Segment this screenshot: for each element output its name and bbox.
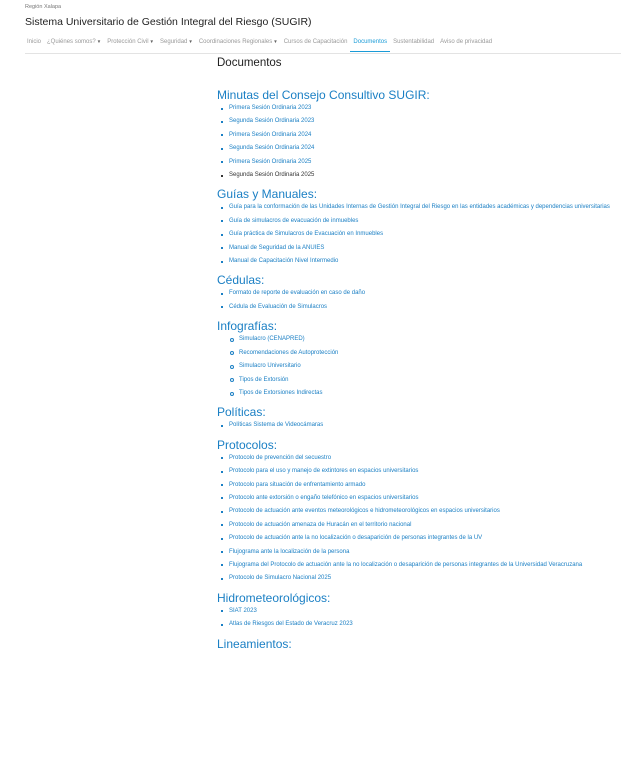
infografias-list — [217, 333, 627, 400]
list-item — [217, 169, 627, 182]
list-item — [217, 605, 627, 618]
document-link[interactable]: Protocolo de actuación ante la no localización o desaparición de personas integrantes de la UV — [229, 535, 483, 542]
region-label: Región Xalapa — [25, 4, 62, 10]
protocolos-list — [217, 452, 627, 586]
list-item — [217, 452, 627, 465]
nav-item-label: Documentos — [353, 39, 388, 45]
section-title-politicas: Políticas: — [217, 405, 266, 420]
section-title-lineamientos: Lineamientos: — [217, 636, 292, 651]
document-link[interactable]: Segunda Sesión Ordinaria 2024 — [229, 145, 315, 152]
list-item — [217, 618, 627, 631]
nav-item-sustentabilidad[interactable] — [390, 38, 437, 51]
caret-down-icon: ▼ — [188, 39, 193, 44]
list-item — [217, 374, 627, 387]
minutas-list — [217, 102, 627, 182]
document-link[interactable]: Flujograma del Protocolo de actuación ante la no localización o desaparición de personas integrantes de la Universidad Veracruzana — [229, 561, 583, 568]
main-content — [217, 57, 627, 651]
document-link[interactable]: Guía práctica de Simulacros de Evacuación en Inmuebles — [229, 231, 384, 238]
document-link[interactable]: Protocolo de Simulacro Nacional 2025 — [229, 575, 332, 582]
document-link[interactable]: SIAT 2023 — [229, 607, 257, 614]
nav-item-inicio[interactable] — [24, 38, 44, 51]
document-link[interactable]: Simulacro Universitario — [239, 363, 301, 370]
list-item — [217, 347, 627, 360]
nav-item-label: Sustentabilidad — [393, 39, 435, 45]
list-item — [217, 301, 627, 314]
list-item — [217, 387, 627, 400]
list-item — [217, 129, 627, 142]
document-link[interactable]: Protocolo ante extorsión o engaño telefónico en espacios universitarios — [229, 494, 419, 501]
nav-item-label: Coordinaciones Regionales — [198, 39, 273, 45]
section-title-protocolos: Protocolos: — [217, 437, 278, 452]
list-item — [217, 102, 627, 115]
cedulas-list — [217, 287, 627, 314]
nav-item-label: Aviso de privacidad — [440, 39, 493, 45]
section-title-infografias: Infografías: — [217, 319, 278, 334]
document-link[interactable]: Formato de reporte de evaluación en caso de daño — [229, 290, 366, 297]
list-item — [217, 559, 627, 572]
nav-item-coordinaciones[interactable] — [196, 38, 281, 51]
list-item — [217, 201, 627, 214]
document-link[interactable]: Segunda Sesión Ordinaria 2023 — [229, 118, 315, 125]
list-item — [217, 115, 627, 128]
document-link[interactable]: Protocolo de actuación ante eventos meteorológicos e hidrometeorológicos en espacios universitarios — [229, 508, 500, 515]
document-link[interactable]: Guía de simulacros de evacuación de inmuebles — [229, 217, 359, 224]
list-item — [217, 479, 627, 492]
list-item — [217, 465, 627, 478]
list-item — [217, 492, 627, 505]
page-title: Documentos — [217, 57, 282, 69]
main-nav — [24, 38, 495, 52]
site-title[interactable]: Sistema Universitario de Gestión Integral del Riesgo (SUGIR) — [25, 16, 312, 28]
list-item — [217, 255, 627, 268]
nav-item-label: Cursos de Capacitación — [283, 39, 348, 45]
list-item — [217, 572, 627, 585]
document-link[interactable]: Flujograma ante la localización de la persona — [229, 548, 350, 555]
document-link[interactable]: Atlas de Riesgos del Estado de Veracruz 2023 — [229, 621, 353, 628]
document-link[interactable]: Protocolo de actuación amenaza de Huracán en el territorio nacional — [229, 521, 412, 528]
header-divider — [25, 53, 621, 54]
nav-item-label: Inicio — [27, 39, 42, 45]
nav-item-cursos[interactable] — [281, 38, 351, 51]
caret-down-icon: ▼ — [273, 39, 278, 44]
list-item — [217, 287, 627, 300]
section-title-cedulas: Cédulas: — [217, 273, 265, 288]
hidro-list — [217, 605, 627, 632]
section-title-minutas: Minutas del Consejo Consultivo SUGIR: — [217, 88, 430, 102]
nav-item-label: Seguridad — [160, 39, 188, 45]
list-item — [217, 532, 627, 545]
list-item — [217, 419, 627, 432]
document-link[interactable]: Tipos de Extorsión — [239, 376, 289, 383]
document-link[interactable]: Guía para la conformación de las Unidades Internas de Gestión Integral del Riesgo en las entidades académicas y dependencias universitarias — [229, 204, 610, 211]
nav-item-seguridad[interactable] — [157, 38, 196, 51]
list-item — [217, 215, 627, 228]
document-link[interactable]: Manual de Seguridad de la ANUIES — [229, 244, 325, 251]
nav-item-proteccion-civil[interactable] — [104, 38, 157, 51]
list-item — [217, 242, 627, 255]
document-link[interactable]: Primera Sesión Ordinaria 2023 — [229, 105, 312, 111]
document-link[interactable]: Protocolo para el uso y manejo de extintores en espacios universitarios — [229, 468, 419, 475]
nav-item-aviso-privacidad[interactable] — [437, 38, 495, 51]
document-link[interactable]: Simulacro (CENAPRED) — [239, 336, 305, 343]
section-title-guias: Guías y Manuales: — [217, 187, 318, 202]
list-item — [217, 228, 627, 241]
document-link[interactable]: Protocolo para situación de enfrentamiento armado — [229, 481, 366, 488]
nav-item-label: ¿Quiénes somos? — [47, 39, 96, 45]
document-link[interactable]: Cédula de Evaluación de Simulacros — [229, 303, 328, 310]
list-item — [217, 333, 627, 346]
guias-list — [217, 201, 627, 268]
list-item — [217, 156, 627, 169]
document-link[interactable]: Recomendaciones de Autoprotección — [239, 349, 339, 356]
document-link[interactable]: Segunda Sesión Ordinaria 2025 — [229, 172, 315, 179]
document-link[interactable]: Protocolo de prevención del secuestro — [229, 454, 332, 461]
list-item — [217, 505, 627, 518]
caret-down-icon: ▼ — [96, 39, 102, 44]
nav-item-label: Protección Civil — [107, 39, 149, 45]
list-item — [217, 546, 627, 559]
document-link[interactable]: Primera Sesión Ordinaria 2025 — [229, 158, 312, 165]
section-title-hidrometeorologicos: Hidrometeorológicos: — [217, 590, 331, 605]
list-item — [217, 519, 627, 532]
nav-item-documentos[interactable] — [350, 38, 390, 52]
document-link[interactable]: Primera Sesión Ordinaria 2024 — [229, 131, 312, 138]
list-item — [217, 142, 627, 155]
politicas-list — [217, 419, 627, 432]
document-link[interactable]: Manual de Capacitación Nivel Intermedio — [229, 258, 339, 265]
nav-item-quienes-somos[interactable] — [44, 38, 104, 51]
document-link[interactable]: Tipos de Extorsiones Indirectas — [239, 389, 323, 396]
document-link[interactable]: Políticas Sistema de Videocámaras — [229, 422, 324, 429]
caret-down-icon: ▼ — [149, 39, 155, 44]
list-item — [217, 360, 627, 373]
